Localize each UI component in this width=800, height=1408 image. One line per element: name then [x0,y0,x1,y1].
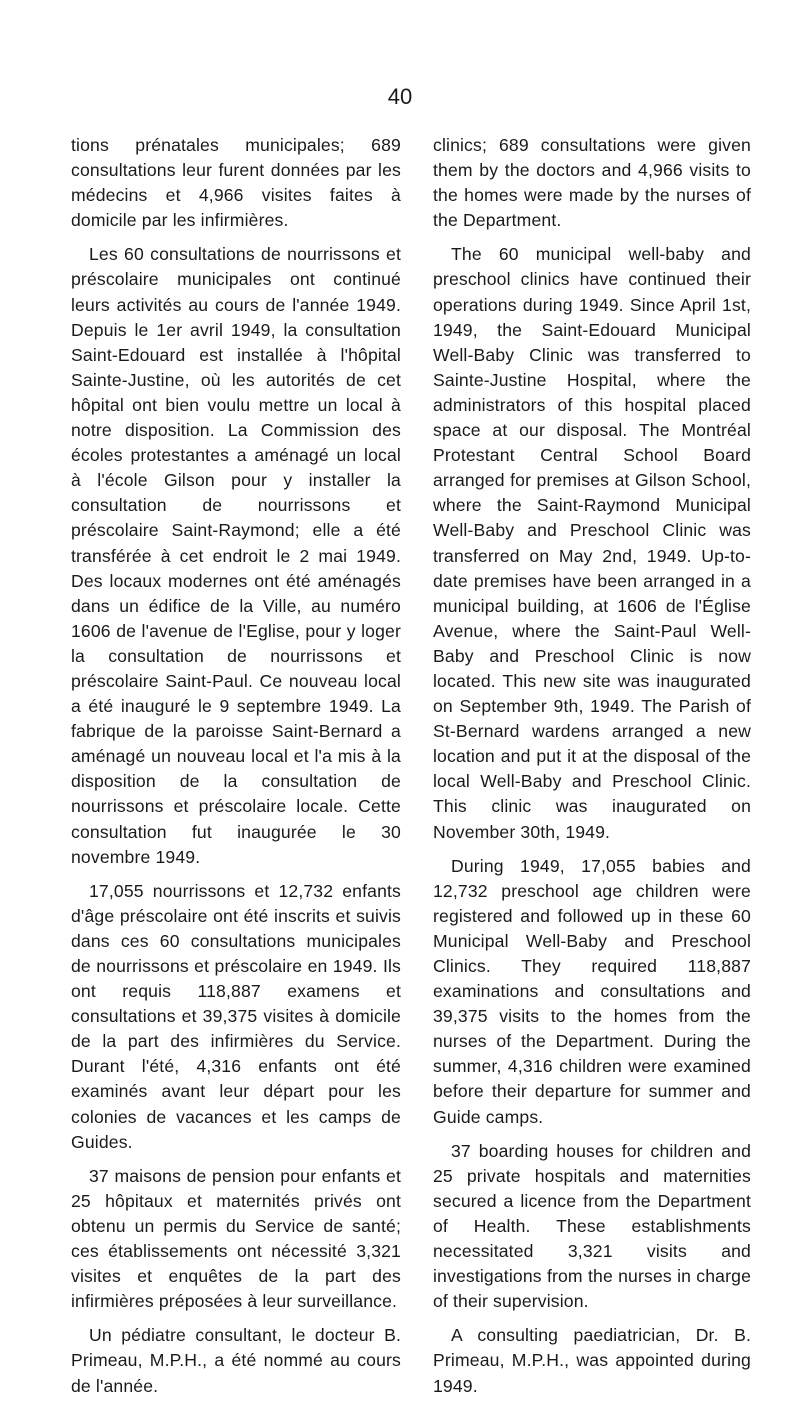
french-paragraph-2: Les 60 consultations de nourrissons et préscolaire municipales ont continué leurs activités au cours de l'année 1949. Depuis le 1er avril 1949, la consultation Saint-Edouard est installée à l'hôpital Sainte-Justine, où les autorités de cet hôpital ont bien voulu mettre un local à notre disposition. La Commission des écoles protestantes a aménagé un local à l'école Gilson pour y installer la consultation de nourrissons et préscolaire Saint-Raymond; elle a été transférée à cet endroit le 2 mai 1949. Des locaux modernes ont été aménagés dans un édifice de la Ville, au numéro 1606 de l'avenue de l'Eglise, pour y loger la consultation de nourrissons et préscolaire Saint-Paul. Ce nouveau local a été inauguré le 9 septembre 1949. La fabrique de la paroisse Saint-Bernard a aménagé un nouveau local et l'a mis à la disposition de la consultation de nourrissons et préscolaire locale. Cette consultation fut inaugurée le 30 novembre 1949. [71,244,401,867]
english-column [433,133,751,1408]
english-paragraph-4: 37 boarding houses for children and 25 private hospitals and maternities secured a licence from the Department of Health. These establishments necessitated 3,321 visits and investigations from the nurses in charge of their supervision. [433,1140,751,1312]
french-paragraph-3: 17,055 nourrissons et 12,732 enfants d'âge préscolaire ont été inscrits et suivis dans ces 60 consultations municipales de nourrissons et préscolaire en 1949. Ils ont requis 118,887 examens et consultations et 39,375 visites à domicile de la part des infirmières du Service. Durant l'été, 4,316 enfants ont été examinés avant leur départ pour les colonies de vacances et les camps de Guides. [71,880,401,1152]
page-number: 40 [387,84,413,109]
english-paragraph-1: clinics; 689 consultations were given them by the doctors and 4,966 visits to the homes were made by the nurses of the Department. [433,135,751,231]
english-paragraph-2: The 60 municipal well-baby and preschool clinics have continued their operations during 1949. Since April 1st, 1949, the Saint-Edouard Municipal Well-Baby Clinic was transferred to Sainte-Justine Hospital, where the administrators of this hospital placed space at our disposal. The Montréal Protestant Central School Board arranged for premises at Gilson School, where the Saint-Raymond Municipal Well-Baby and Preschool Clinic was transferred on May 2nd, 1949. Up-to-date premises have been arranged in a municipal building, at 1606 de l'Église Avenue, where the Saint-Paul Well-Baby and Preschool Clinic is now located. This new site was inaugurated on September 9th, 1949. The Parish of St-Bernard wardens arranged a new location and put it at the disposal of the local Well-Baby and Preschool Clinic. This clinic was inaugurated on November 30th, 1949. [433,244,751,842]
french-paragraph-1: tions prénatales municipales; 689 consultations leur furent données par les médecins et 4,966 visites faites à domicile par les infirmières. [71,135,401,231]
english-paragraph-5: A consulting paediatrician, Dr. B. Primeau, M.P.H., was appointed during 1949. [433,1325,751,1396]
french-paragraph-5: Un pédiatre consultant, le docteur B. Primeau, M.P.H., a été nommé au cours de l'année. [71,1325,401,1396]
english-paragraph-3: During 1949, 17,055 babies and 12,732 preschool age children were registered and followed up in these 60 Municipal Well-Baby and Preschool Clinics. They required 118,887 examinations and consultations and 39,375 visits to the homes from the nurses of the Department. During the summer, 4,316 children were examined before their departure for summer and Guide camps. [433,855,751,1127]
french-paragraph-4: 37 maisons de pension pour enfants et 25 hôpitaux et maternités privés ont obtenu un permis du Service de santé; ces établissements ont nécessité 3,321 visites et enquêtes de la part des infirmières préposées à leur surveillance. [71,1165,401,1312]
french-column [71,133,401,1408]
